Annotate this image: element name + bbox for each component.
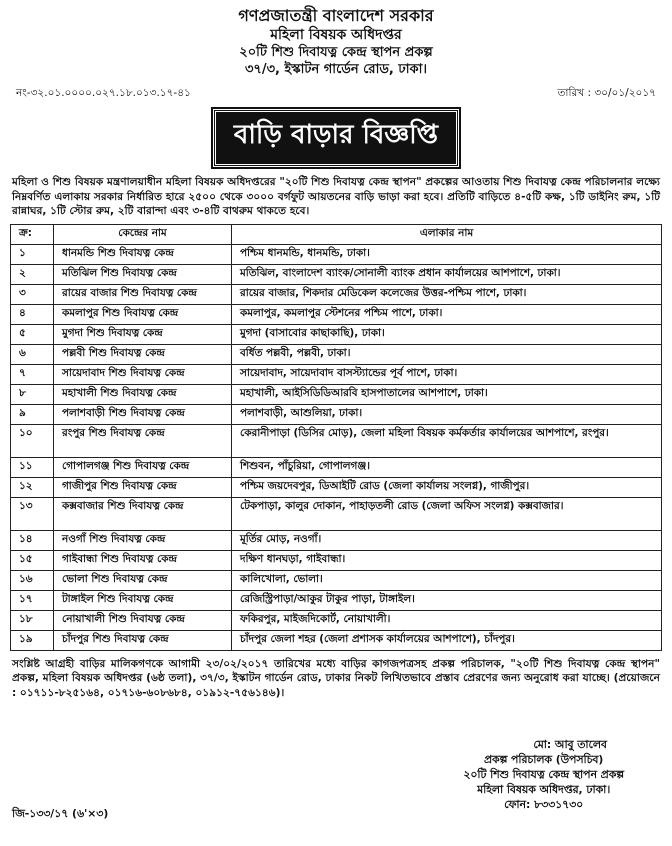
row-serial: ৬	[11, 344, 54, 364]
row-area-name: কালিখোলা, ভোলা।	[232, 570, 662, 590]
table-row	[11, 424, 662, 457]
row-area-name: কমলাপুর, কমলাপুর স্টেশনের পশ্চিম পাশে, ঢাকা।	[232, 304, 662, 324]
table-row	[11, 364, 662, 384]
row-center-name: নওগাঁ শিশু দিবাযত্ন কেন্দ্র	[54, 530, 232, 550]
table-row	[11, 284, 662, 304]
closing-paragraph: সংশ্লিষ্ট আগ্রহী বাড়ির মালিকগণকে আগামী ২৩/০২/২০১৭ তারিখের মধ্যে বাড়ির কাগজপত্রসহ প্রকল্প পরিচালক, "২০টি শিশু দিবাযত্ন কেন্দ্র স্থাপন" প্রকল্প, মহিলা বিষয়ক অধিদপ্তর (৬ষ্ঠ তলা), ৩৭/৩, ইস্কাটন গার্ডেন রোড, ঢাকার নিকট লিখিতভাবে প্রস্তাব প্রেরণের জন্য অনুরোধ করা যাচ্ছে। (প্রয়োজনে : ০১৭১১-৮২৫১৬৪, ০১৭১৬-৬০৮৬৮৪, ০১৯১২-৭৫৬১৪৬)।	[12, 657, 660, 699]
table-row	[11, 384, 662, 404]
row-serial: ৫	[11, 324, 54, 344]
table-row	[11, 457, 662, 477]
signatory-name: মো: আবু তালেব	[533, 738, 607, 751]
row-serial: ১৯	[11, 630, 54, 650]
table-row	[11, 610, 662, 630]
signatory-phone: ফোন: ৮৩৩১৭৩০	[504, 798, 584, 811]
header-center-name: কেন্দ্রের নাম	[54, 224, 232, 244]
row-center-name: টাঙ্গাইল শিশু দিবাযত্ন কেন্দ্র	[54, 590, 232, 610]
row-center-name: গোপালগঞ্জ শিশু দিবাযত্ন কেন্দ্র	[54, 457, 232, 477]
row-area-name: পলাশবাড়ী, আশুলিয়া, ঢাকা।	[232, 404, 662, 424]
row-center-name: কক্সবাজার শিশু দিবাযত্ন কেন্দ্র	[54, 497, 232, 530]
table-row	[11, 324, 662, 344]
row-area-name: চাঁদপুর জেলা শহর (জেলা প্রশাসক কার্যালয়ের আশপাশে), চাঁদপুর।	[232, 630, 662, 650]
notice-title: বাড়ি বাড়ার বিজ্ঞপ্তি	[213, 109, 459, 167]
signature-block	[463, 737, 624, 812]
row-serial: ৯	[11, 404, 54, 424]
table-row	[11, 530, 662, 550]
header-serial: ক্র:	[11, 224, 54, 244]
memo-row	[10, 86, 662, 103]
row-area-name: কেরানীপাড়া (ডিসির মোড়), জেলা মহিলা বিষয়ক কর্মকর্তার কার্যালয়ের আশপাশে, রংপুর।	[232, 424, 662, 457]
notice-title-box	[10, 109, 662, 167]
row-center-name: পলাশবাড়ী শিশু দিবাযত্ন কেন্দ্র	[54, 404, 232, 424]
row-center-name: চাঁদপুর শিশু দিবাযত্ন কেন্দ্র	[54, 630, 232, 650]
office-address: ৩৭/৩, ইস্কাটন গার্ডেন রোড, ঢাকা।	[244, 62, 428, 77]
row-serial: ১৮	[11, 610, 54, 630]
row-center-name: রংপুর শিশু দিবাযত্ন কেন্দ্র	[54, 424, 232, 457]
header-area-name: এলাকার নাম	[232, 224, 662, 244]
centers-table	[10, 224, 662, 651]
memo-date: তারিখ : ৩০/০১/২০১৭	[557, 87, 656, 99]
row-serial: ৪	[11, 304, 54, 324]
row-area-name: সায়েদাবাদ, সায়েদাবাদ বাসস্ট্যান্ডের পূর্ব পাশে, ঢাকা।	[232, 364, 662, 384]
row-serial: ৮	[11, 384, 54, 404]
row-center-name: গাইবান্ধা শিশু দিবাযত্ন কেন্দ্র	[54, 550, 232, 570]
table-row	[11, 404, 662, 424]
row-center-name: মুগদা শিশু দিবাযত্ন কেন্দ্র	[54, 324, 232, 344]
row-serial: ১৩	[11, 497, 54, 530]
row-area-name: পশ্চিম ধানমন্ডি, ধানমন্ডি, ঢাকা।	[232, 244, 662, 264]
row-center-name: গাজীপুর শিশু দিবাযত্ন কেন্দ্র	[54, 477, 232, 497]
row-area-name: টেকপাড়া, কালুর দোকান, পাহাড়তলী রোড (জেলা অফিস সংলগ্ন) কক্সবাজার।	[232, 497, 662, 530]
row-area-name: ফকিরপুর, মাইজদিকোর্ট, নোয়াখালী।	[232, 610, 662, 630]
department-name: মহিলা বিষয়ক অধিদপ্তর	[270, 27, 402, 43]
row-center-name: মহাখালী শিশু দিবাযত্ন কেন্দ্র	[54, 384, 232, 404]
row-area-name: রেজিস্ট্রিপাড়া/আকুর টাকুর পাড়া, টাঙ্গাইল।	[232, 590, 662, 610]
row-serial: ১৫	[11, 550, 54, 570]
row-center-name: সায়েদাবাদ শিশু দিবাযত্ন কেন্দ্র	[54, 364, 232, 384]
intro-paragraph: মহিলা ও শিশু বিষয়ক মন্ত্রণালয়াধীন মহিলা বিষয়ক অধিদপ্তরের "২০টি শিশু দিবাযত্ন কেন্দ্র স্থাপন" প্রকল্পের আওতায় শিশু দিবাযত্ন কেন্দ্র পরিচালনার লক্ষ্যে নিম্নবর্ণিত এলাকায় সরকার নির্ধারিত হারে ২৫০০ থেকে ৩০০০ বর্গফুট আয়তনের বাড়ি ভাড়া করা হবে। প্রতিটি বাড়িতে ৪-৫টি কক্ষ, ১টি ডাইনিং রুম, ১টি রান্নাঘর, ১টি স্টোর রুম, ২টি বারান্দা এবং ৩-৪টি বাথরুম থাকতে হবে।	[12, 176, 660, 217]
row-serial: ৩	[11, 284, 54, 304]
row-center-name: ধানমন্ডি শিশু দিবাযত্ন কেন্দ্র	[54, 244, 232, 264]
project-name: ২০টি শিশু দিবাযত্ন কেন্দ্র স্থাপন প্রকল্প	[239, 45, 433, 60]
row-area-name: মহাখালী, আইসিডিডিআরবি হাসপাতালের আশপাশে, ঢাকা।	[232, 384, 662, 404]
letterhead	[10, 0, 662, 78]
row-area-name: মূর্তির মোড়, নওগাঁ।	[232, 530, 662, 550]
table-row	[11, 304, 662, 324]
row-serial: ১৬	[11, 570, 54, 590]
row-area-name: মতিঝিল, বাংলাদেশ ব্যাংক/সোনালী ব্যাংক প্রধান কার্যালয়ের আশপাশে, ঢাকা।	[232, 264, 662, 284]
signatory-designation: প্রকল্প পরিচালক (উপসচিব)	[483, 753, 604, 766]
table-row	[11, 550, 662, 570]
table-row	[11, 630, 662, 650]
row-serial: ১১	[11, 457, 54, 477]
row-center-name: ভোলা শিশু দিবাযত্ন কেন্দ্র	[54, 570, 232, 590]
row-center-name: রায়ের বাজার শিশু দিবাযত্ন কেন্দ্র	[54, 284, 232, 304]
ad-reference: জি-১৩৩/১৭ (৬'×৩)	[12, 807, 109, 820]
memo-number: নং-৩২.০১.০০০০.০২৭.১৮.০১৩.১৭-৪১	[16, 87, 191, 99]
signatory-project: ২০টি শিশু দিবাযত্ন কেন্দ্র স্থাপন প্রকল্প	[463, 768, 624, 781]
row-center-name: নোয়াখালী শিশু দিবাযত্ন কেন্দ্র	[54, 610, 232, 630]
row-area-name: দক্ষিণ ধানঘড়া, গাইবান্ধা।	[232, 550, 662, 570]
row-center-name: কমলাপুর শিশু দিবাযত্ন কেন্দ্র	[54, 304, 232, 324]
row-serial: ১০	[11, 424, 54, 457]
row-serial: ১	[11, 244, 54, 264]
government-name: গণপ্রজাতন্ত্রী বাংলাদেশ সরকার	[238, 6, 434, 25]
row-serial: ১৭	[11, 590, 54, 610]
table-row	[11, 477, 662, 497]
row-area-name: মুগদা (বাসাবোর কাছাকাছি), ঢাকা।	[232, 324, 662, 344]
row-area-name: পশ্চিম জয়দেবপুর, ডিআইটি রোড (জেলা কার্যালয় সংলগ্ন), গাজীপুর।	[232, 477, 662, 497]
table-row	[11, 244, 662, 264]
row-serial: ৭	[11, 364, 54, 384]
row-area-name: বর্ধিত পল্লবী, পল্লবী, ঢাকা।	[232, 344, 662, 364]
row-center-name: মতিঝিল শিশু দিবাযত্ন কেন্দ্র	[54, 264, 232, 284]
row-serial: ১২	[11, 477, 54, 497]
signatory-office: মহিলা বিষয়ক অধিদপ্তর, ঢাকা।	[477, 783, 611, 796]
table-row	[11, 570, 662, 590]
row-serial: ১৪	[11, 530, 54, 550]
table-row	[11, 264, 662, 284]
table-body	[11, 244, 662, 650]
table-header-row	[11, 224, 662, 244]
table-row	[11, 497, 662, 530]
row-area-name: শিশুবন, পাঁচুরিয়া, গোপালগঞ্জ।	[232, 457, 662, 477]
row-serial: ২	[11, 264, 54, 284]
row-center-name: পল্লবী শিশু দিবাযত্ন কেন্দ্র	[54, 344, 232, 364]
table-row	[11, 344, 662, 364]
table-row	[11, 590, 662, 610]
row-area-name: রায়ের বাজার, শিকদার মেডিকেল কলেজের উত্তর-পশ্চিম পাশে, ঢাকা।	[232, 284, 662, 304]
